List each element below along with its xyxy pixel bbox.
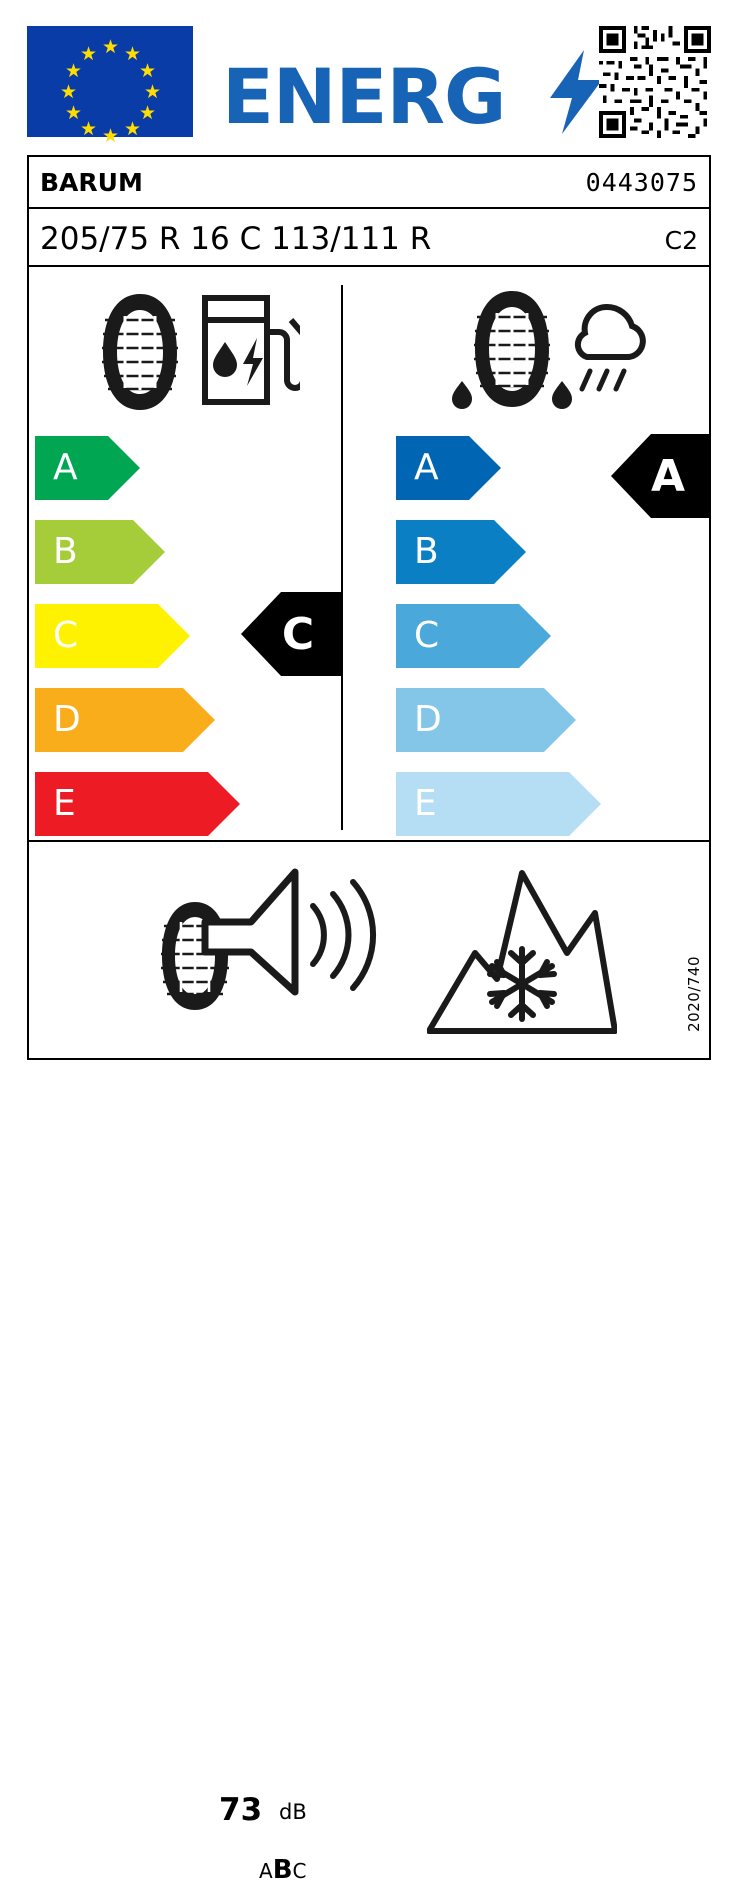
tyre-fuel-pump-icon xyxy=(85,290,300,415)
wet-grade-e xyxy=(396,772,601,836)
noise-value: 73 xyxy=(219,1792,263,1828)
noise-class-c: C xyxy=(292,1859,307,1883)
fuel-selected-pointer xyxy=(241,592,341,676)
tyre-code: 0443075 xyxy=(585,168,698,197)
fuel-grade-a xyxy=(35,436,140,500)
wet-grade-c xyxy=(396,604,551,668)
tyre-class: C2 xyxy=(664,226,698,255)
wet-grade-b xyxy=(396,520,526,584)
brand-row xyxy=(27,157,711,209)
fuel-grade-letter: D xyxy=(53,699,81,740)
fuel-grade-letter: B xyxy=(53,531,78,572)
noise-section xyxy=(27,842,711,1885)
wet-grade-letter: D xyxy=(414,699,442,740)
wet-grade-letter: E xyxy=(414,783,437,824)
fuel-selected-letter: C xyxy=(281,608,315,660)
noise-class-scale xyxy=(259,1855,306,1885)
wet-grade-letter: C xyxy=(414,615,440,656)
size-row xyxy=(27,209,711,267)
wet-grade-letter: A xyxy=(414,447,439,488)
regulation-reference: 2020/740 xyxy=(685,956,703,1032)
wet-selected-letter: A xyxy=(650,450,686,502)
brand-name: BARUM xyxy=(40,168,143,197)
tyre-rain-cloud-icon xyxy=(450,285,655,415)
fuel-grade-letter: A xyxy=(53,447,78,488)
tyre-speaker-icon xyxy=(147,864,407,1039)
wet-grade-letter: B xyxy=(414,531,439,572)
lightning-bolt-icon xyxy=(546,50,606,134)
noise-unit: dB xyxy=(279,1800,307,1824)
wet-grade-a xyxy=(396,436,501,500)
section-divider xyxy=(341,285,343,830)
label-header xyxy=(27,22,711,147)
eu-flag-icon: ★ ★ ★ ★ ★ ★ ★ ★ ★ ★ ★ ★ xyxy=(27,26,193,137)
fuel-grade-e xyxy=(35,772,240,836)
noise-class-b: B xyxy=(272,1855,293,1885)
fuel-grade-c xyxy=(35,604,190,668)
fuel-grade-b xyxy=(35,520,165,584)
fuel-grade-letter: E xyxy=(53,783,76,824)
tyre-size: 205/75 R 16 C 113/111 R xyxy=(40,221,432,257)
qr-code-icon xyxy=(599,26,711,138)
energy-wordmark: ENERG xyxy=(222,52,506,141)
fuel-grade-letter: C xyxy=(53,615,79,656)
three-peak-mountain-snowflake-icon xyxy=(427,867,617,1037)
fuel-grade-d xyxy=(35,688,215,752)
wet-selected-pointer xyxy=(611,434,711,518)
wet-grade-d xyxy=(396,688,576,752)
noise-class-a: A xyxy=(259,1859,273,1883)
